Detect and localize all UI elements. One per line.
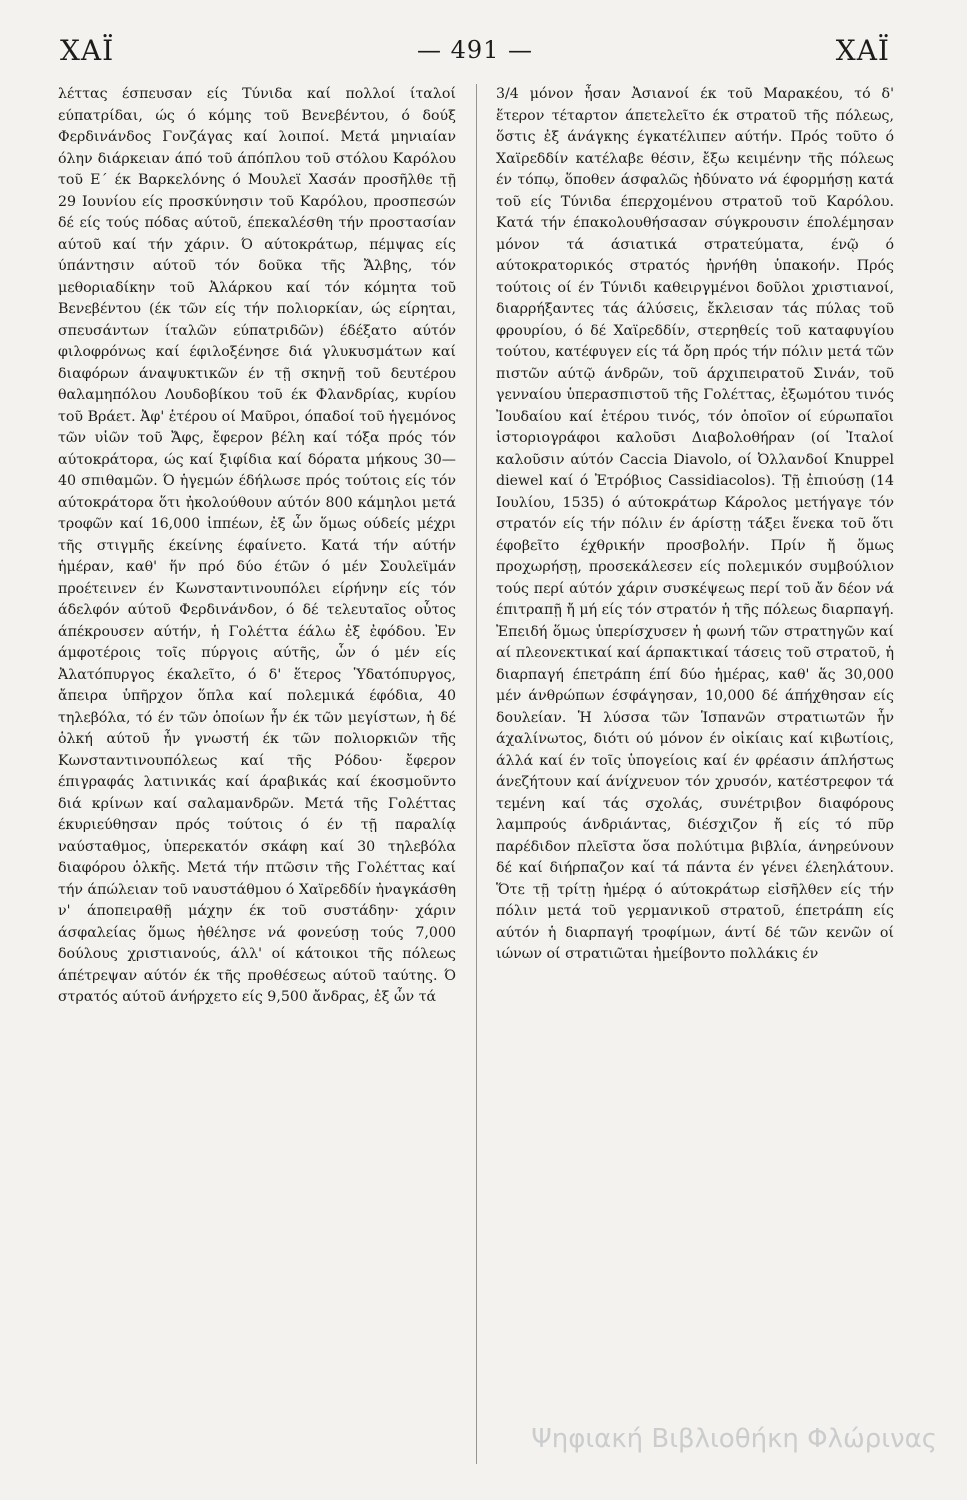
library-watermark: Ψηφιακή Βιβλιοθήκη Φλώρινας [531, 1424, 937, 1454]
left-column [58, 84, 456, 1464]
page-number: — 491 — [416, 36, 534, 64]
left-column-text: λέττας έσπευσαν είς Τύνιδα καί πολλοί ίταλοί εύπατρίδαι, ώς ό κόμης τοῦ Βενεβέντου, ό δούξ Φερδινάνδος Γονζάγας καί λοιποί. Μετά μηνιαίαν όλην διάρκειαν άπό τοῦ άπόπλου τοῦ στόλου Καρόλου τοῦ Ε΄ έκ Βαρκελόνης ό Μουλεϊ Χασάν προσῆλθε τῇ 29 Ιουνίου είς προσκύνησιν τοῦ Καρόλου, προσπεσών δέ είς τούς πόδας αύτοῦ, έπεκαλέσθη τήν προστασίαν αύτοῦ καί τήν χάριν. Ό αύτοκράτωρ, πέμψας είς ύπάντησιν αύτοῦ τόν δοῦκα τῆς Ἄλβης, τόν μεθοριαδίκην τοῦ Ἀλάρκου καί τόν κόμητα τοῦ Βενεβέντου (έκ τῶν είς τήν πολιορκίαν, ώς είρηται, σπευσάντων ίταλῶν εύπατριδῶν) έδέξατο αύτόν φιλοφρόνως καί έφιλοξένησε διά γλυκυσμάτων καί διαφόρων άναψυκτικῶν έν τῇ σκηνῇ τοῦ δευτέρου θαλαμηπόλου Λουδοβίκου τοῦ έκ Φλανδρίας, κυρίου τοῦ Βράετ. Ἀφ' ἑτέρου οί Μαῦροι, όπαδοί τοῦ ἡγεμόνος τῶν υἱῶν τοῦ Ἄφς, ἔφερον βέλη καί τόξα πρός τόν αύτοκράτορα, ώς καί ξιφίδια καί δόρατα μήκους 30—40 σπιθαμῶν. Ό ἡγεμών έδήλωσε πρός τούτοις είς τόν αύτοκράτορα ὅτι ἠκολούθουν αύτόν 800 κάμηλοι μετά τροφῶν καί 16,000 ἱππέων, ἐξ ὧν ὅμως ούδείς μέχρι τῆς στιγμῆς έκείνης έφαίνετο. Κατά τήν αύτήν ἡμέραν, καθ' ἥν πρό δύο έτῶν ό μέν Σουλεϊμάν προέτεινεν έν Κωνσταντινουπόλει είρήνην είς τόν άδελφόν αύτοῦ Φερδινάνδον, ό δέ τελευταῖος οὗτος άπέκρουσεν αύτήν, ἡ Γολέττα έάλω ἐξ ἐφόδου. Ἐν άμφοτέροις τοῖς πύργοις αύτῆς, ὧν ό μέν είς Ἀλατόπυργος έκαλεῖτο, ό δ' ἕτερος Ὑδατόπυργος, ἄπειρα ὑπῆρχον ὅπλα καί πολεμικά έφόδια, 40 τηλεβόλα, τό έν τῶν ὁποίων ἦν έκ τῶν μεγίστων, ἡ δέ ὁλκή αύτοῦ ἦν γνωστή έκ τῶν πολιορκιῶν τῆς Κωνσταντινουπόλεως καί τῆς Ρόδου· ἔφερον έπιγραφάς λατινικάς καί άραβικάς καί έκοσμοῦντο διά κρίνων καί σαλαμανδρῶν. Μετά τῆς Γολέττας έκυριεύθησαν πρός τούτοις ό έν τῇ παραλίᾳ ναύσταθμος, ὑπερεκατόν σκάφη καί 30 τηλεβόλα διαφόρου ὁλκῆς. Μετά τήν πτῶσιν τῆς Γολέττας καί τήν άπώλειαν τοῦ ναυστάθμου ό Χαϊρεδδίν ἠναγκάσθη ν' άποπειραθῇ μάχην έκ τοῦ συστάδην· χάριν άσφαλείας ὅμως ἠθέλησε νά φονεύσῃ τούς 7,000 δούλους χριστιανούς, άλλ' οί κάτοικοι τῆς πόλεως άπέτρεψαν αύτόν έκ τῆς προθέσεως αύτοῦ ταύτης. Ό στρατός αύτοῦ άνήρχετο είς 9,500 ἄνδρας, ἐξ ὧν τά [58, 86, 456, 1005]
right-column [496, 84, 894, 1464]
header-right-word: ΧΑΪ [835, 33, 890, 67]
column-divider [476, 84, 477, 1464]
header-left-word: ΧΑΪ [60, 33, 115, 67]
right-column-text: 3/4 μόνον ἦσαν Ἀσιανοί έκ τοῦ Μαρακέου, τό δ' ἕτερον τέταρτον άπετελεῖτο έκ στρατοῦ τῆς πόλεως, ὅστις ἐξ άνάγκης έγκατέλιπεν αύτήν. Πρός τοῦτο ό Χαϊρεδδίν κατέλαβε θέσιν, ἔξω κειμένην τῆς πόλεως έν τόπῳ, ὅποθεν άσφαλῶς ἠδύνατο νά έφορμήσῃ κατά τοῦ είς Τύνιδα έπερχομένου στρατοῦ τοῦ Καρόλου. Κατά τήν έπακολουθήσασαν σύγκρουσιν έπολέμησαν μόνον τά άσιατικά στρατεύματα, ένῷ ό αύτοκρατορικός στρατός ἠρνήθη ὑπακοήν. Πρός τούτοις οί έν Τύνιδι καθειργμένοι δοῦλοι χριστιανοί, διαρρήξαντες τάς άλύσεις, ἔκλεισαν τάς πύλας τοῦ φρουρίου, ό δέ Χαϊρεδδίν, στερηθείς τοῦ καταφυγίου τούτου, κατέφυγεν είς τά ὄρη πρός τήν πόλιν μετά τῶν πιστῶν αύτῷ άνδρῶν, τοῦ άρχιπειρατοῦ Σινάν, τοῦ γενναίου ὑπερασπιστοῦ τῆς Γολέττας, ἐξωμότου τινός Ἰουδαίου καί ἑτέρου τινός, τόν ὁποῖον οί εύρωπαῖοι ἱστοριογράφοι καλοῦσι Διαβολοθήραν (οί Ἰταλοί καλοῦσιν αύτόν Caccia Diavolo, οί Ὀλλανδοί Knuppel diewel καί ό Ἐτρόβιος Cassidiacolos). Τῇ ἐπιούσῃ (14 Ιουλίου, 1535) ό αύτοκράτωρ Κάρολος μετήγαγε τόν στρατόν είς τήν πόλιν έν άρίστῃ τάξει ἕνεκα τοῦ ὅτι έφοβεῖτο έχθρικήν προσβολήν. Πρίν ἤ ὅμως προχωρήσῃ, προσεκάλεσεν είς πολεμικόν συμβούλιον τούς περί αύτόν χάριν συσκέψεως περί τοῦ ἄν δέον νά έπιτραπῇ ἤ μή είς τόν στρατόν ἡ τῆς πόλεως διαρπαγή. Ἐπειδή ὅμως ὑπερίσχυσεν ἡ φωνή τῶν στρατηγῶν καί αί πλεονεκτικαί καί άρπακτικαί τάσεις τοῦ στρατοῦ, ἡ διαρπαγή έπετράπη έπί δύο ἡμέρας, καθ' ἅς 30,000 μέν άνθρώπων έσφάγησαν, 10,000 δέ άπήχθησαν είς δουλείαν. Ἡ λύσσα τῶν Ἱσπανῶν στρατιωτῶν ἦν άχαλίνωτος, διότι ού μόνον έν οἰκίαις καί κιβωτίοις, άλλά καί έν τοῖς ὑπογείοις καί έν φρέασιν άπλήστως άνεζήτουν καί άνίχνευον τόν χρυσόν, κατέστρεφον τά τεμένη καί τάς σχολάς, συνέτριβον διαφόρους λαμπρούς άνδριάντας, διέσχιζον ἤ είς τό πῦρ παρέδιδον πλεῖστα ὅσα πολύτιμα βιβλία, άνηρεύνουν δέ καί διήρπαζον καί τά πάντα έν γένει έλεηλάτουν. Ὅτε τῇ τρίτῃ ἡμέρᾳ ό αύτοκράτωρ εἰσῆλθεν είς τήν πόλιν μετά τοῦ γερμανικοῦ στρατοῦ, έπετράπη είς αύτόν ἡ διαρπαγή τροφίμων, άντί δέ τῶν κενῶν οί ιώνων οί στρατιῶται ἠμείβοντο πολλάκις έν [496, 86, 894, 962]
text-columns [58, 84, 894, 1464]
running-header [60, 30, 890, 70]
